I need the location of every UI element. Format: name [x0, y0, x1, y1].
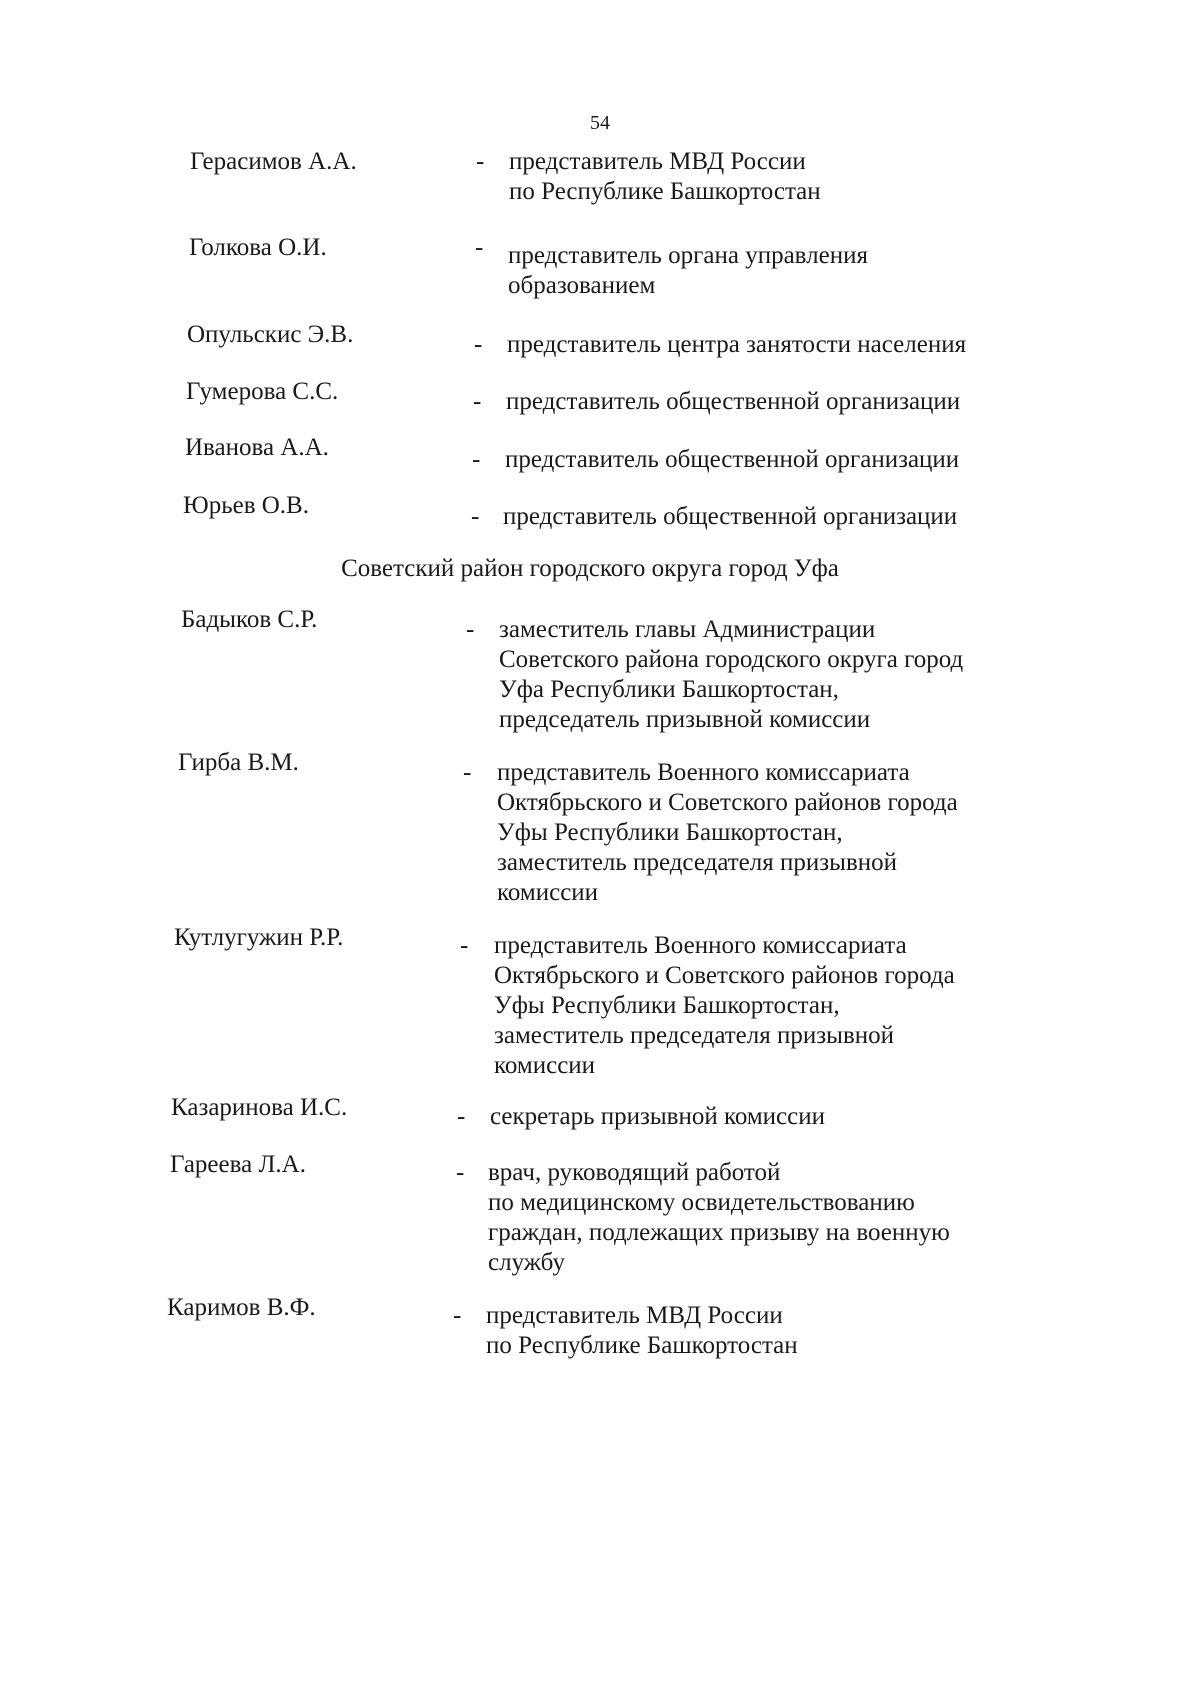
member-role [486, 1301, 798, 1361]
member-role [509, 147, 821, 207]
member-role [499, 615, 963, 735]
dash: - [473, 388, 482, 415]
role-line: по Республике Башкортостан [509, 178, 821, 205]
member-name: Каримов В.Ф. [167, 1294, 316, 1321]
dash: - [466, 616, 475, 643]
dash: - [475, 234, 484, 261]
member-role [508, 241, 868, 301]
member-name: Казаринова И.С. [171, 1094, 348, 1121]
member-role [505, 445, 959, 475]
role-line: Уфы Республики Башкортостан, [497, 819, 843, 846]
role-line: врач, руководящий работой [488, 1159, 781, 1186]
role-line: заместитель главы Администрации [499, 616, 876, 643]
dash: - [453, 1302, 462, 1329]
member-role [497, 758, 958, 908]
dash: - [456, 1159, 465, 1186]
role-line: комиссии [497, 879, 599, 906]
role-line: Октябрьского и Советского районов города [494, 962, 955, 989]
role-line: Советского района городского округа город [499, 646, 964, 673]
member-name: Герасимов А.А. [190, 148, 357, 175]
member-name: Голкова О.И. [189, 234, 327, 261]
role-line: представитель Военного комиссариата [494, 932, 907, 959]
role-line: по Республике Башкортостан [486, 1332, 798, 1359]
member-role [490, 1102, 825, 1132]
member-name: Опульскис Э.В. [187, 321, 354, 348]
dash: - [463, 759, 472, 786]
role-line: представитель общественной организации [506, 388, 961, 415]
member-name: Гумерова С.С. [186, 378, 339, 405]
member-role [488, 1158, 950, 1278]
member-role [494, 931, 955, 1081]
dash: - [472, 446, 481, 473]
member-role [506, 387, 960, 417]
member-name: Кутлугужин Р.Р. [174, 924, 344, 951]
dash: - [460, 932, 469, 959]
role-line: секретарь призывной комиссии [490, 1103, 826, 1130]
role-line: представитель Военного комиссариата [497, 759, 910, 786]
role-line: заместитель председателя призывной [494, 1022, 894, 1049]
dash: - [474, 331, 483, 358]
role-line: образованием [508, 272, 656, 299]
role-line: по медицинскому освидетельствованию [488, 1189, 915, 1216]
role-line: представитель органа управления [508, 242, 868, 269]
role-line: граждан, подлежащих призыву на военную [488, 1219, 950, 1246]
role-line: представитель МВД России [486, 1302, 783, 1329]
member-name: Юрьев О.В. [183, 492, 309, 519]
role-line: заместитель председателя призывной [497, 849, 897, 876]
dash: - [457, 1103, 466, 1130]
member-name: Гирба В.М. [178, 749, 299, 776]
member-role [507, 330, 966, 360]
page-number: 54 [590, 112, 610, 134]
role-line: представитель МВД России [509, 148, 806, 175]
dash: - [471, 503, 480, 530]
role-line: комиссии [494, 1052, 596, 1079]
role-line: Октябрьского и Советского районов города [497, 789, 958, 816]
dash: - [476, 148, 485, 175]
role-line: Уфа Республики Башкортостан, [499, 676, 839, 703]
role-line: представитель общественной организации [503, 503, 958, 530]
role-line: представитель общественной организации [505, 446, 960, 473]
role-line: службу [488, 1249, 565, 1276]
member-role [503, 502, 957, 532]
section-title: Советский район городского округа город Уфа [341, 555, 839, 582]
member-name: Гареева Л.А. [170, 1151, 306, 1178]
role-line: председатель призывной комиссии [499, 706, 871, 733]
role-line: Уфы Республики Башкортостан, [494, 992, 840, 1019]
role-line: представитель центра занятости населения [507, 331, 967, 358]
member-name: Иванова А.А. [185, 434, 329, 461]
member-name: Бадыков С.Р. [181, 606, 318, 633]
